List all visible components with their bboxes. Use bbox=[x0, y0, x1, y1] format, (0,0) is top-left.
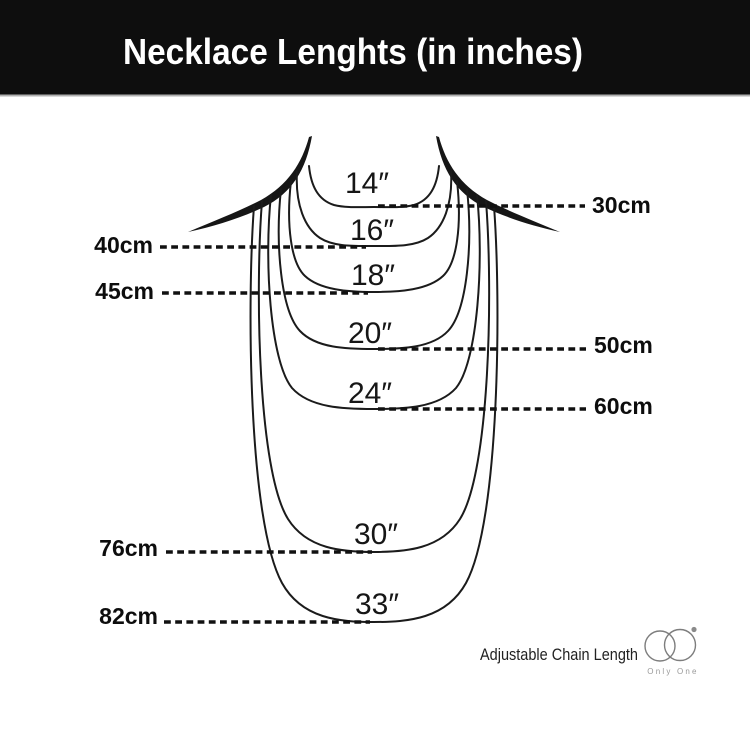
cm-label-82cm: 82cm bbox=[99, 603, 158, 629]
inch-label-33: 33″ bbox=[355, 588, 399, 621]
inch-label-20: 20″ bbox=[348, 317, 392, 350]
inch-label-18: 18″ bbox=[351, 259, 395, 292]
cm-label-50cm: 50cm bbox=[594, 332, 653, 358]
brand-name-label: Only One bbox=[647, 667, 699, 676]
header-bottom-divider bbox=[0, 95, 750, 97]
inch-label-14: 14″ bbox=[345, 167, 389, 200]
inch-label-30: 30″ bbox=[354, 518, 398, 551]
cm-label-40cm: 40cm bbox=[94, 232, 153, 258]
neck-right-silhouette bbox=[436, 136, 560, 232]
logo-dot bbox=[691, 627, 696, 632]
adjustable-chain-length-label: Adjustable Chain Length bbox=[480, 645, 638, 664]
cm-label-30cm: 30cm bbox=[592, 192, 651, 218]
inch-label-24: 24″ bbox=[348, 377, 392, 410]
page-title: Necklace Lenghts (in inches) bbox=[123, 31, 583, 72]
brand-logo bbox=[645, 627, 699, 676]
cm-label-45cm: 45cm bbox=[95, 278, 154, 304]
logo-circle-right bbox=[665, 630, 696, 661]
cm-label-76cm: 76cm bbox=[99, 535, 158, 561]
neck-left-silhouette bbox=[188, 136, 312, 232]
inch-label-16: 16″ bbox=[350, 214, 394, 247]
cm-label-60cm: 60cm bbox=[594, 393, 653, 419]
